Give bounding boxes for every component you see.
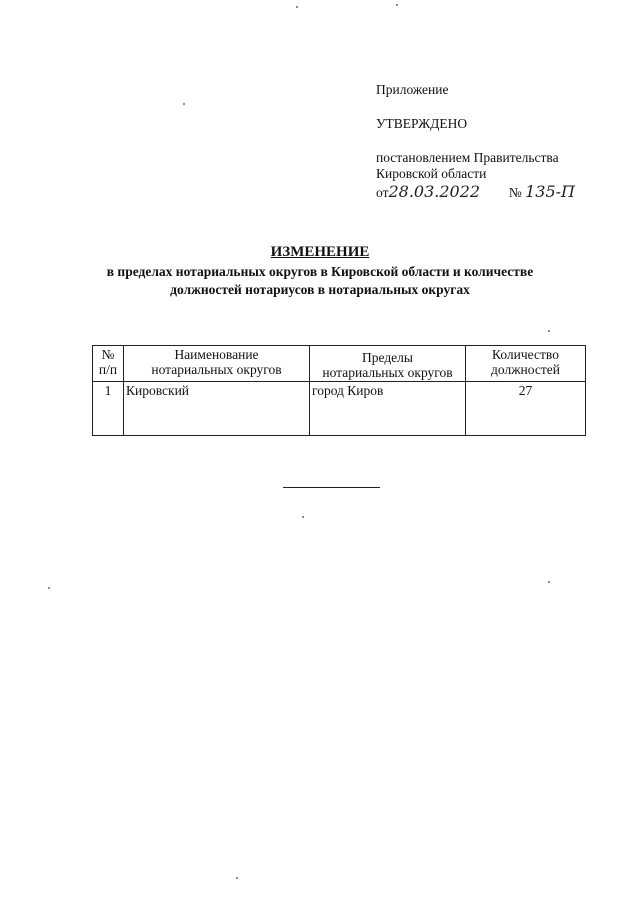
row-count: 27	[466, 382, 586, 436]
approved-by-line2: Кировской области	[376, 166, 487, 181]
decree-date-line	[376, 184, 575, 201]
scan-speck	[548, 330, 550, 332]
districts-table	[92, 345, 586, 436]
document-subtitle-line2: должностей нотариусов в нотариальных округах	[170, 282, 470, 297]
decree-date: 28.03.2022	[388, 182, 481, 201]
scan-speck	[302, 516, 304, 518]
end-separator-line	[283, 487, 380, 488]
header-num: № п/п	[93, 346, 124, 382]
date-prefix: от	[376, 185, 389, 200]
table-header-row	[93, 346, 586, 382]
approved-label: УТВЕРЖДЕНО	[376, 116, 468, 131]
scan-speck	[296, 6, 298, 8]
row-limits: город Киров	[310, 382, 466, 436]
approved-by-line1: постановлением Правительства	[376, 150, 559, 165]
table-row	[93, 382, 586, 436]
scan-speck	[236, 877, 238, 879]
annex-label: Приложение	[376, 82, 449, 97]
row-num: 1	[93, 382, 124, 436]
header-limits: Пределы нотариальных округов	[310, 346, 466, 382]
scan-speck	[48, 587, 50, 589]
document-subtitle-line1: в пределах нотариальных округов в Кировской области и количестве	[106, 264, 534, 279]
header-count: Количество должностей	[466, 346, 586, 382]
number-prefix: №	[508, 185, 522, 200]
document-title: ИЗМЕНЕНИЕ	[270, 244, 370, 260]
decree-number: 135-П	[525, 182, 576, 201]
scan-speck	[396, 4, 398, 6]
scan-speck	[548, 581, 550, 583]
row-name: Кировский	[124, 382, 310, 436]
header-name: Наименование нотариальных округов	[124, 346, 310, 382]
scan-speck	[183, 103, 185, 105]
